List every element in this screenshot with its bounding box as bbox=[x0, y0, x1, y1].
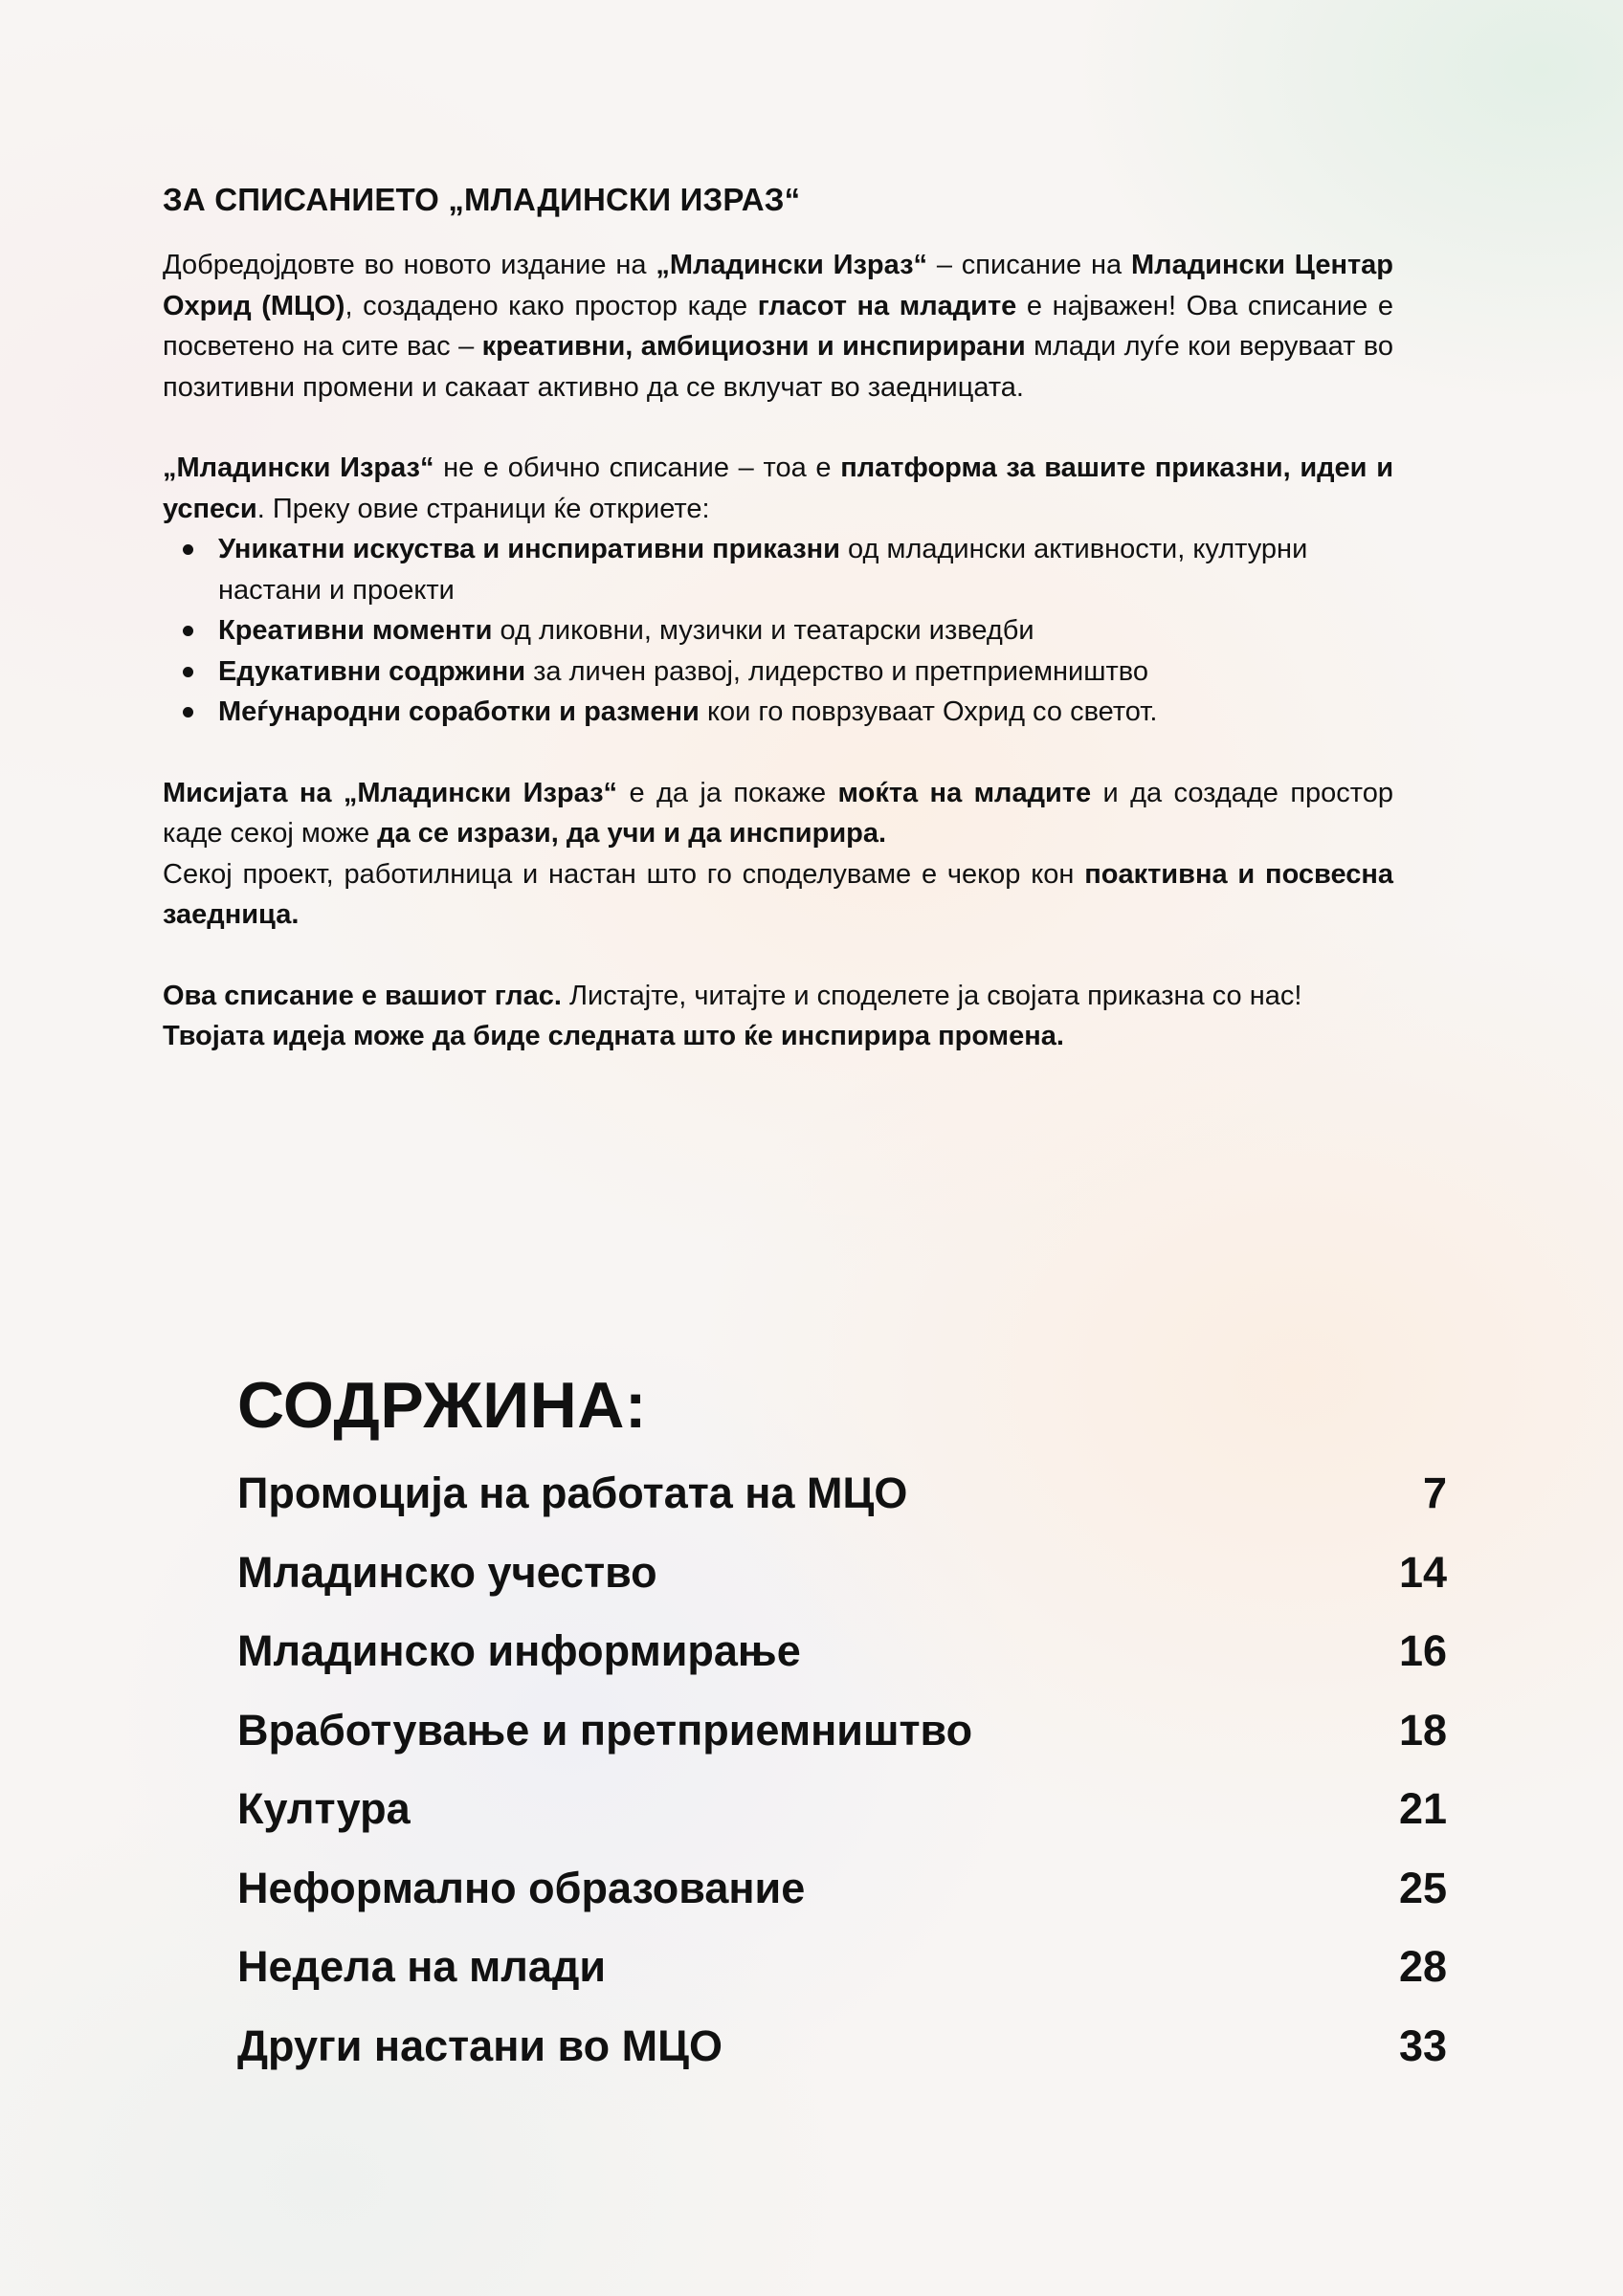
toc-title: Промоција на работата на МЦО bbox=[237, 1468, 908, 1518]
toc-title: Недела на млади bbox=[237, 1942, 607, 1992]
toc-title: Други настани во МЦО bbox=[237, 2020, 723, 2070]
toc-item[interactable] bbox=[237, 1691, 1447, 1771]
about-heading: ЗА СПИСАНИЕТО „МЛАДИНСКИ ИЗРАЗ“ bbox=[163, 182, 801, 217]
platform-paragraph: „Младински Израз“ не е обично списание – тоа е платформа за вашите приказни, идеи и успеси. Преку овие страници ќе откриете: bbox=[163, 453, 1394, 524]
toc-page: 25 bbox=[1398, 1863, 1447, 1912]
toc-item[interactable] bbox=[237, 1770, 1447, 1849]
voice-paragraph: Ова списание е вашиот глас. Листајте, читајте и споделете ја својата приказна со нас! bbox=[163, 980, 1302, 1011]
toc-title: Неформално образование bbox=[237, 1863, 806, 1912]
welcome-paragraph: Добредојдовте во новото издание на „Младински Израз“ – списание на Младински Центар Охрид (МЦО), создадено како простор каде гласот на младите е најважен! Ова списание е посветено на сите вас – креативни, амбициозни и инспирирани млади луѓе кои веруваат во позитивни промени и сакаат активно да се вклучат во заедницата. bbox=[163, 250, 1394, 403]
inspire-paragraph: Твојата идеја може да биде следната што ќе инспирира промена. bbox=[163, 1021, 1064, 1051]
toc-item[interactable] bbox=[237, 1928, 1447, 2007]
toc-title: Младинско учество bbox=[237, 1547, 657, 1597]
toc-page: 16 bbox=[1398, 1626, 1447, 1676]
toc-page: 28 bbox=[1398, 1942, 1447, 1992]
list-item: Меѓународни соработки и размени кои го поврзуваат Охрид со светот. bbox=[218, 692, 1393, 733]
table-of-contents bbox=[237, 1366, 1447, 2086]
toc-page: 21 bbox=[1398, 1784, 1447, 1834]
toc-item[interactable] bbox=[237, 1849, 1447, 1929]
toc-item[interactable] bbox=[237, 2007, 1447, 2086]
toc-page: 7 bbox=[1422, 1468, 1447, 1518]
toc-title: Култура bbox=[237, 1784, 411, 1834]
highlights-list bbox=[163, 529, 1393, 733]
toc-page: 18 bbox=[1398, 1705, 1447, 1755]
toc-item[interactable] bbox=[237, 1534, 1447, 1613]
toc-page: 33 bbox=[1398, 2020, 1447, 2070]
toc-item[interactable] bbox=[237, 1454, 1447, 1534]
list-item: Уникатни искуства и инспиративни приказни од младински активности, културни настани и проекти bbox=[218, 529, 1393, 610]
list-item: Едукативни содржини за личен развој, лидерство и претприемништво bbox=[218, 651, 1393, 693]
about-section bbox=[163, 182, 1393, 1057]
toc-title: Вработување и претприемништво bbox=[237, 1705, 973, 1755]
community-paragraph: Секој проект, работилница и настан што го споделуваме е чекор кон поактивна и посвесна заедница. bbox=[163, 858, 1393, 930]
list-item: Креативни моменти од ликовни, музички и театарски изведби bbox=[218, 610, 1393, 651]
toc-item[interactable] bbox=[237, 1612, 1447, 1691]
toc-heading: СОДРЖИНА: bbox=[237, 1369, 648, 1442]
toc-page: 14 bbox=[1398, 1547, 1447, 1597]
toc-title: Младинско информирање bbox=[237, 1626, 801, 1676]
mission-paragraph: Мисијата на „Младински Израз“ е да ја покаже моќта на младите и да создаде простор каде секој може да се изрази, да учи и да инспирира. bbox=[163, 777, 1393, 849]
